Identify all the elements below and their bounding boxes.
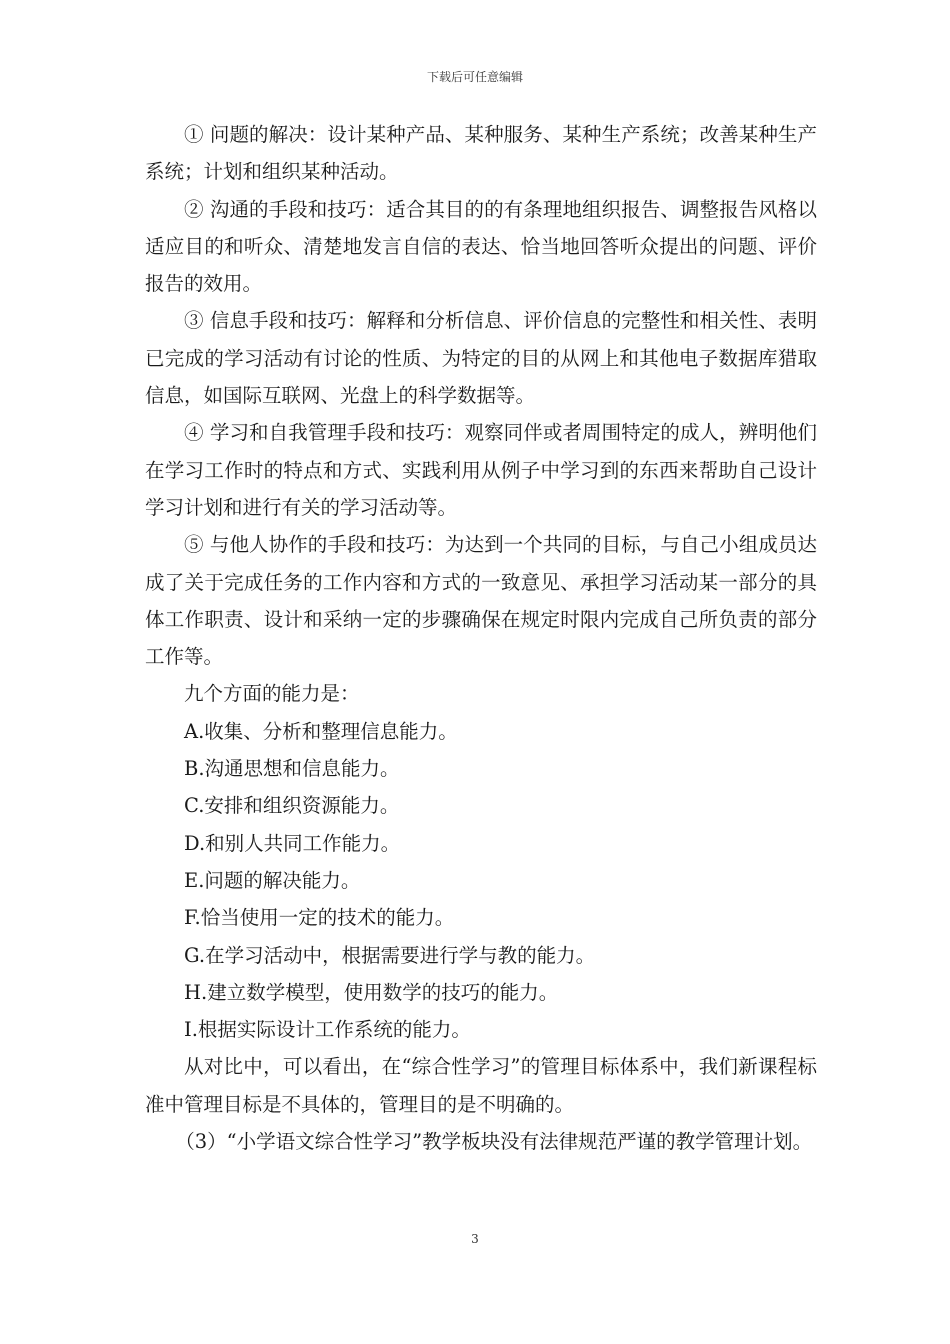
ability-item-i: I.根据实际设计工作系统的能力。 — [184, 1018, 471, 1042]
ability-item-c: C.安排和组织资源能力。 — [184, 794, 400, 818]
ability-item-h: H.建立数学模型，使用数学的技巧的能力。 — [184, 980, 559, 1004]
conclusion-paragraph: 从对比中，可以看出，在“综合性学习”的管理目标体系中，我们新课程标准中管理目标是不具体的，管理目的是不明确的。 — [145, 1055, 817, 1116]
ability-item-a: A.收集、分析和整理信息能力。 — [184, 719, 458, 743]
ability-item-f: F.恰当使用一定的技术的能力。 — [184, 906, 455, 930]
ability-item-e: E.问题的解决能力。 — [184, 868, 361, 892]
page-header: 下载后可任意编辑 — [426, 70, 523, 84]
paragraph-communication: ② 沟通的手段和技巧：适合其目的的有条理地组织报告、调整报告风格以适应目的和听众、清楚地发言自信的表达、恰当地回答听众提出的问题、评价报告的效用。 — [145, 197, 817, 296]
ability-item-b: B.沟通思想和信息能力。 — [184, 757, 400, 781]
document-body — [145, 116, 817, 1160]
abilities-intro: 九个方面的能力是： — [184, 682, 360, 706]
ability-item-d: D.和别人共同工作能力。 — [184, 831, 401, 855]
paragraph-cooperation: ⑤ 与他人协作的手段和技巧：为达到一个共同的目标，与自己小组成员达成了关于完成任务的工作内容和方式的一致意见、承担学习活动某一部分的具体工作职责、设计和采纳一定的步骤确保在规定时限内完成自己所负责的部分工作等。 — [145, 533, 817, 669]
paragraph-problem-solving: ① 问题的解决：设计某种产品、某种服务、某种生产系统；改善某种生产系统；计划和组织某种活动。 — [145, 123, 817, 184]
paragraph-information: ③ 信息手段和技巧：解释和分析信息、评价信息的完整性和相关性、表明已完成的学习活动有讨论的性质、为特定的目的从网上和其他电子数据库猎取信息，如国际互联网、光盘上的科学数据等。 — [145, 309, 817, 408]
paragraph-self-management: ④ 学习和自我管理手段和技巧：观察同伴或者周围特定的成人，辨明他们在学习工作时的特点和方式、实践利用从例子中学习到的东西来帮助自己设计学习计划和进行有关的学习活动等。 — [145, 421, 817, 519]
section-heading: （3）“小学语文综合性学习”教学板块没有法律规范严谨的教学管理计划。 — [175, 1130, 813, 1154]
ability-item-g: G.在学习活动中，根据需要进行学与教的能力。 — [184, 943, 596, 967]
page-number: 3 — [471, 1232, 479, 1246]
